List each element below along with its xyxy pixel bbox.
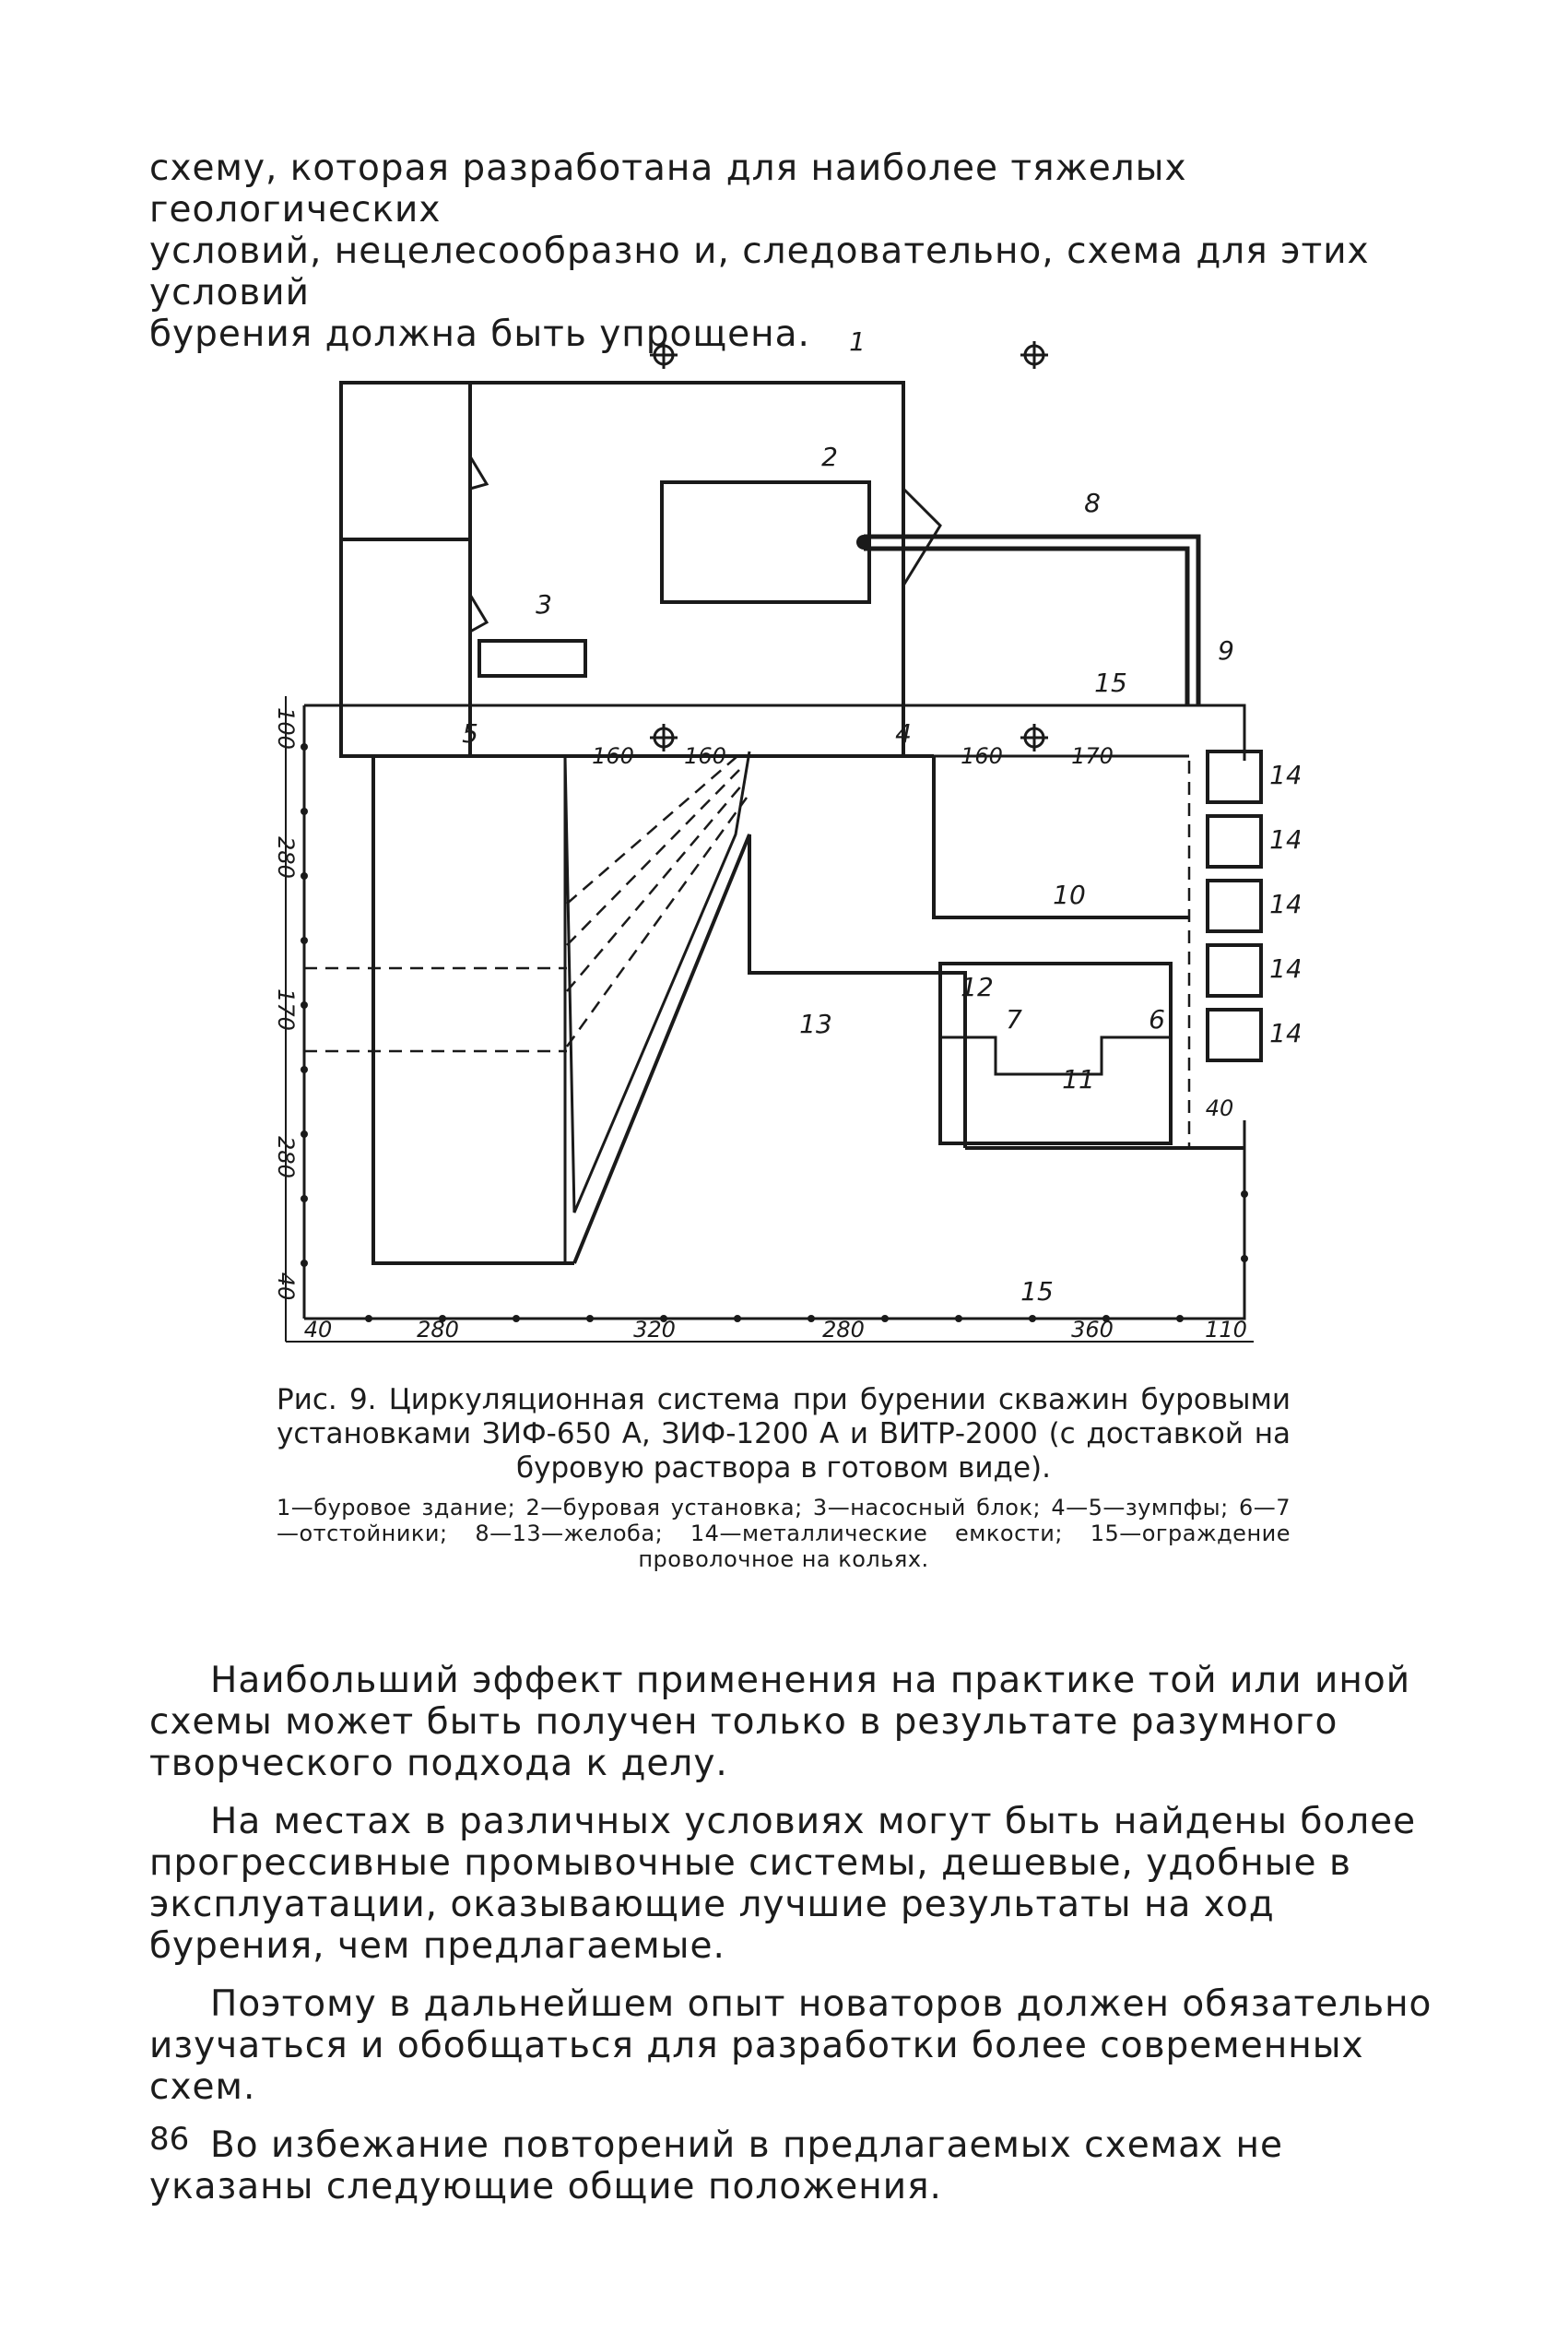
pump-block <box>479 641 585 676</box>
body-paragraph: На местах в различных условиях могут быть найдены более прогрессивные промывочные системы, дешевые, удобные в эксплуатации, оказывающие лучшие результаты на ход бурения, чем предлагаемые. <box>149 1801 1417 1967</box>
intro-line: схему, которая разработана для наиболее тяжелых геологических <box>149 148 1187 231</box>
label-8: 8 <box>1084 488 1101 518</box>
label-14: 14 <box>1269 1018 1300 1048</box>
dim-left: 40 <box>273 1272 299 1301</box>
dim-left: 100 <box>273 707 299 750</box>
metal-tank <box>1208 945 1261 996</box>
intro-line: бурения должна быть упрощена. <box>149 314 810 355</box>
body-text <box>149 1660 1440 2224</box>
caption-legend: 1—буровое здание; 2—буровая установка; 3—насосный блок; 4—5—зумпфы; 6—7—отстойники; 8—13—желоба; 14—металлические емкости; 15—ограждение проволочное на кольях. <box>277 1495 1291 1572</box>
label-11: 11 <box>1062 1064 1095 1095</box>
dim-bottom: 320 <box>633 1317 676 1343</box>
dim-top: 160 <box>592 743 634 769</box>
label-6: 6 <box>1149 1004 1165 1035</box>
body-paragraph: Наибольший эффект применения на практике той или иной схемы может быть получен только в результате разумного творческого подхода к делу. <box>149 1660 1411 1784</box>
body-paragraph: Поэтому в дальнейшем опыт новаторов должен обязательно изучаться и обобщаться для разработки более современных схем. <box>149 1983 1432 2108</box>
circulation-system-figure <box>267 327 1300 1355</box>
label-1: 1 <box>849 327 866 357</box>
figure-caption <box>277 1383 1291 1572</box>
intro-line: условий, нецелесообразно и, следовательно, схема для этих условий <box>149 231 1370 314</box>
label-14: 14 <box>1269 953 1300 984</box>
dim-bottom: 110 <box>1205 1317 1247 1343</box>
label-9: 9 <box>1218 635 1234 666</box>
intro-paragraph <box>149 148 1440 355</box>
dim-bottom: 280 <box>822 1317 865 1343</box>
circulation-system-diagram <box>267 327 1300 1351</box>
metal-tank <box>1208 751 1261 802</box>
drilling-rig <box>662 482 869 602</box>
dim-top: 160 <box>684 743 726 769</box>
dim-right: 40 <box>1205 1095 1234 1121</box>
label-14: 14 <box>1269 824 1300 855</box>
caption-title: Рис. 9. Циркуляционная система при бурении скважин буровыми установками ЗИФ-650 А, ЗИФ-1200 А и ВИТР-2000 (с доставкой на буровую раствора в готовом виде). <box>277 1383 1291 1485</box>
label-10: 10 <box>1053 880 1086 910</box>
dim-top: 170 <box>1071 743 1114 769</box>
label-15-top: 15 <box>1094 668 1127 698</box>
label-14: 14 <box>1269 889 1300 919</box>
metal-tank <box>1208 1010 1261 1060</box>
dim-left: 170 <box>273 988 299 1031</box>
page-number: 86 <box>149 2121 190 2158</box>
label-5: 5 <box>462 718 478 749</box>
label-4: 4 <box>895 718 912 749</box>
body-paragraph: Во избежание повторений в предлагаемых схемах не указаны следующие общие положения. <box>149 2124 1283 2207</box>
label-7: 7 <box>1006 1004 1022 1035</box>
drilling-building <box>341 383 903 756</box>
dim-top: 160 <box>961 743 1003 769</box>
metal-tank <box>1208 881 1261 931</box>
metal-tank <box>1208 816 1261 867</box>
dim-bottom: 40 <box>303 1317 333 1343</box>
dim-bottom: 360 <box>1071 1317 1114 1343</box>
label-3: 3 <box>536 589 552 620</box>
dim-left: 280 <box>273 836 299 879</box>
label-2: 2 <box>821 442 838 472</box>
label-14: 14 <box>1269 760 1300 790</box>
label-13: 13 <box>799 1009 832 1039</box>
dim-left: 280 <box>273 1136 299 1178</box>
label-12: 12 <box>961 972 994 1002</box>
label-15-bottom: 15 <box>1020 1276 1054 1307</box>
dim-bottom: 280 <box>417 1317 459 1343</box>
